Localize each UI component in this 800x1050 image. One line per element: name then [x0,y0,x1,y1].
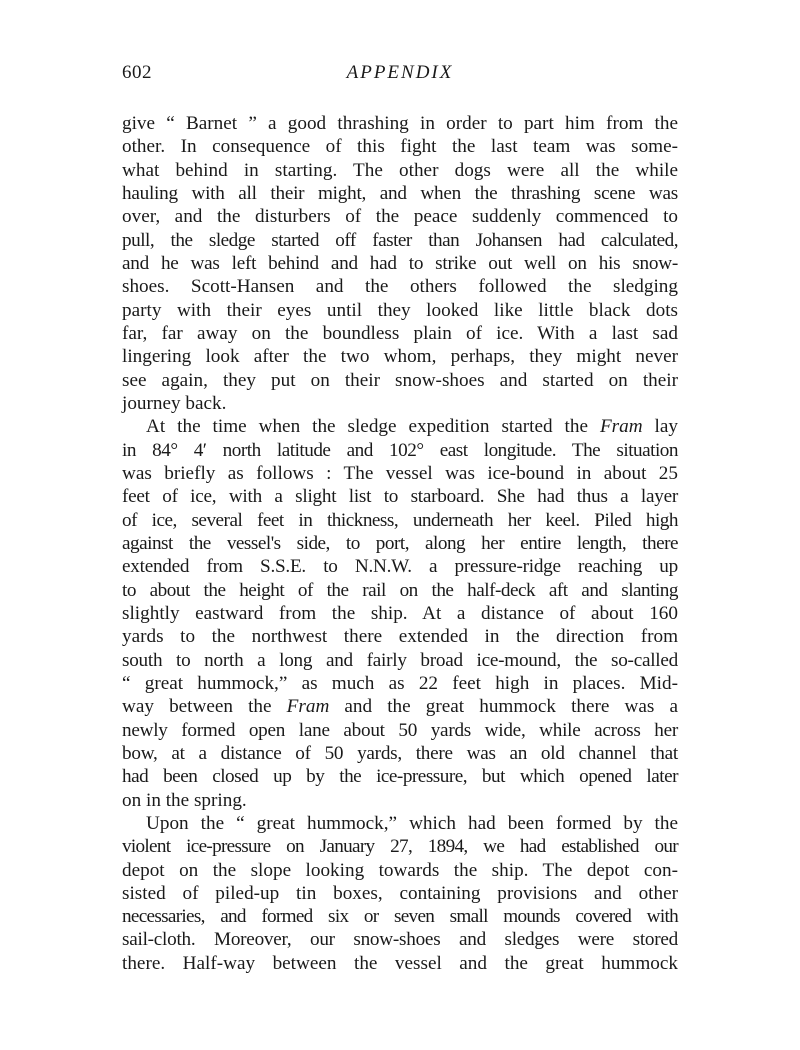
text-line: south to north a long and fairly broad ice-mound, the so-called [122,649,678,671]
text-line: other. In consequence of this fight the last team was some- [122,136,678,158]
text-line [122,695,678,718]
text-line: “ great hummock,” as much as 22 feet high in places. Mid- [122,672,678,694]
text-line: hauling with all their might, and when the thrashing scene was [122,182,678,204]
text-line: in 84° 4′ north latitude and 102° east longitude. The situation [122,439,678,461]
text-line: newly formed open lane about 50 yards wide, while across her [122,719,678,741]
text-line: had been closed up by the ice-pressure, but which opened later [122,766,678,788]
line-text-before-fram: At the time when the sledge expedition started the [146,416,600,438]
text-line: shoes. Scott-Hansen and the others followed the sledging [122,276,678,298]
text-line: necessaries, and formed six or seven small mounds covered with [122,906,678,928]
text-line: lingering look after the two whom, perhaps, they might never [122,346,678,368]
text-line: there. Half-way between the vessel and the great hummock [122,952,678,974]
line-text-after-fram: lay [642,416,678,438]
text-line: slightly eastward from the ship. At a distance of about 160 [122,602,678,624]
page-number: 602 [122,62,152,83]
text-line: violent ice-pressure on January 27, 1894, we had established our [122,836,678,858]
text-line: party with their eyes until they looked like little black dots [122,299,678,321]
running-head: APPENDIX [346,62,454,83]
text-line: on in the spring. [122,789,247,811]
text-line: feet of ice, with a slight list to starboard. She had thus a layer [122,486,678,508]
text-line: pull, the sledge started off faster than Johansen had calculated, [122,229,678,251]
text-line: sail-cloth. Moreover, our snow-shoes and sledges were stored [122,929,678,951]
ship-name-fram: Fram [599,416,643,438]
text-line: was briefly as follows : The vessel was ice-bound in about 25 [122,462,678,484]
text-line: see again, they put on their snow-shoes and started on their [122,369,678,391]
text-line: over, and the disturbers of the peace suddenly commenced to [122,206,678,228]
text-line: bow, at a distance of 50 yards, there was an old channel that [122,742,678,764]
page-header [122,62,678,92]
text-line: depot on the slope looking towards the ship. The depot con- [122,859,678,881]
body-text [122,112,678,975]
text-line: far, far away on the boundless plain of ice. With a last sad [122,322,678,344]
text-line: to about the height of the rail on the half-deck aft and slanting [122,579,678,601]
text-line: what behind in starting. The other dogs were all the while [122,159,678,181]
text-line: and he was left behind and had to strike out well on his snow- [122,252,678,274]
text-line [122,415,678,438]
text-line: give “ Barnet ” a good thrashing in order to part him from the [122,113,678,134]
text-line: yards to the northwest there extended in the direction from [122,626,678,648]
text-line: sisted of piled-up tin boxes, containing provisions and other [122,882,678,904]
paragraph [122,812,678,975]
paragraph [122,415,678,812]
ship-name-fram: Fram [286,696,330,718]
line-text-before-fram: way between the [122,696,287,718]
line-text-after-fram: and the great hummock there was a [329,696,678,718]
text-line: against the vessel's side, to port, along her entire length, there [122,532,678,554]
text-line: Upon the “ great hummock,” which had been formed by the [146,812,678,834]
text-line: of ice, several feet in thickness, underneath her keel. Piled high [122,509,678,531]
paragraph [122,112,678,415]
text-line: journey back. [122,392,227,414]
text-line: extended from S.S.E. to N.N.W. a pressure-ridge reaching up [122,556,678,578]
